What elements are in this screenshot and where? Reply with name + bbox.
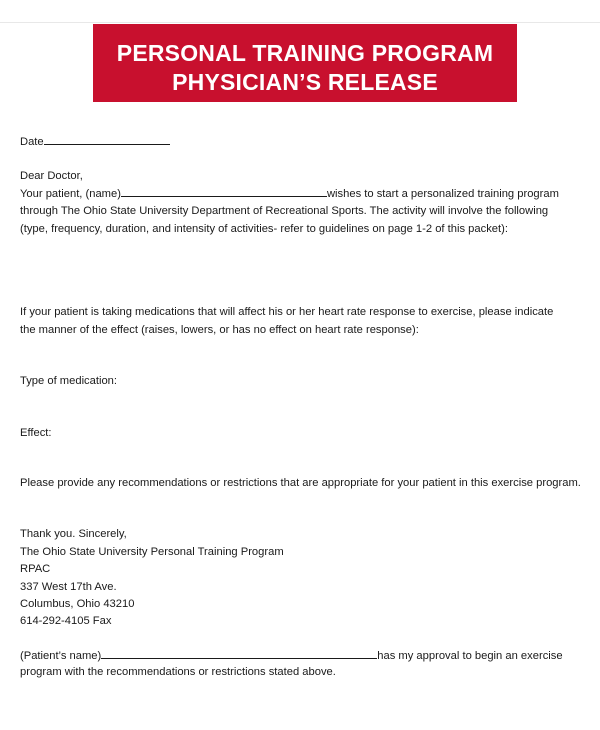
date-field[interactable] — [44, 134, 170, 145]
approval-prefix: (Patient’s name) — [20, 650, 102, 662]
date-label: Date — [20, 136, 44, 148]
intro-line-3: (type, frequency, duration, and intensity of activities- refer to guidelines on page 1-2 of this packet): — [20, 223, 508, 235]
approval-suffix: has my approval to begin an exercise — [377, 650, 563, 662]
date-row — [20, 134, 170, 149]
medication-line-2: the manner of the effect (raises, lowers, or has no effect on heart rate response): — [20, 324, 419, 336]
page-title-line-1: PERSONAL TRAINING PROGRAM — [116, 40, 494, 66]
signature-fax: 614-292-4105 Fax — [20, 615, 112, 627]
signature-organization: The Ohio State University Personal Training Program — [20, 546, 284, 558]
approval-line-2: program with the recommendations or restrictions stated above. — [20, 666, 336, 678]
title-banner — [93, 24, 517, 102]
page-title-line-2: PHYSICIAN’S RELEASE — [172, 69, 438, 95]
salutation: Dear Doctor, — [20, 170, 83, 182]
approval-line-1 — [20, 648, 563, 663]
intro-line-1 — [20, 186, 559, 201]
intro-suffix: wishes to start a personalized training program — [326, 188, 559, 200]
signature-city: Columbus, Ohio 43210 — [20, 598, 135, 610]
recommendations-line: Please provide any recommendations or restrictions that are appropriate for your patient in this exercise program. — [20, 477, 581, 489]
approval-patient-name-field[interactable] — [101, 648, 377, 659]
intro-prefix: Your patient, (name) — [20, 188, 121, 200]
signature-building: RPAC — [20, 563, 51, 575]
top-divider — [0, 22, 600, 23]
medication-line-1: If your patient is taking medications that will affect his or her heart rate response to exercise, please indicate — [20, 306, 554, 318]
type-of-medication-label: Type of medication: — [20, 375, 118, 387]
signature-street: 337 West 17th Ave. — [20, 581, 117, 593]
intro-line-2: through The Ohio State University Department of Recreational Sports. The activity will involve the following — [20, 205, 549, 217]
patient-name-field[interactable] — [121, 186, 327, 197]
effect-label: Effect: — [20, 427, 52, 439]
signature-closing: Thank you. Sincerely, — [20, 528, 127, 540]
